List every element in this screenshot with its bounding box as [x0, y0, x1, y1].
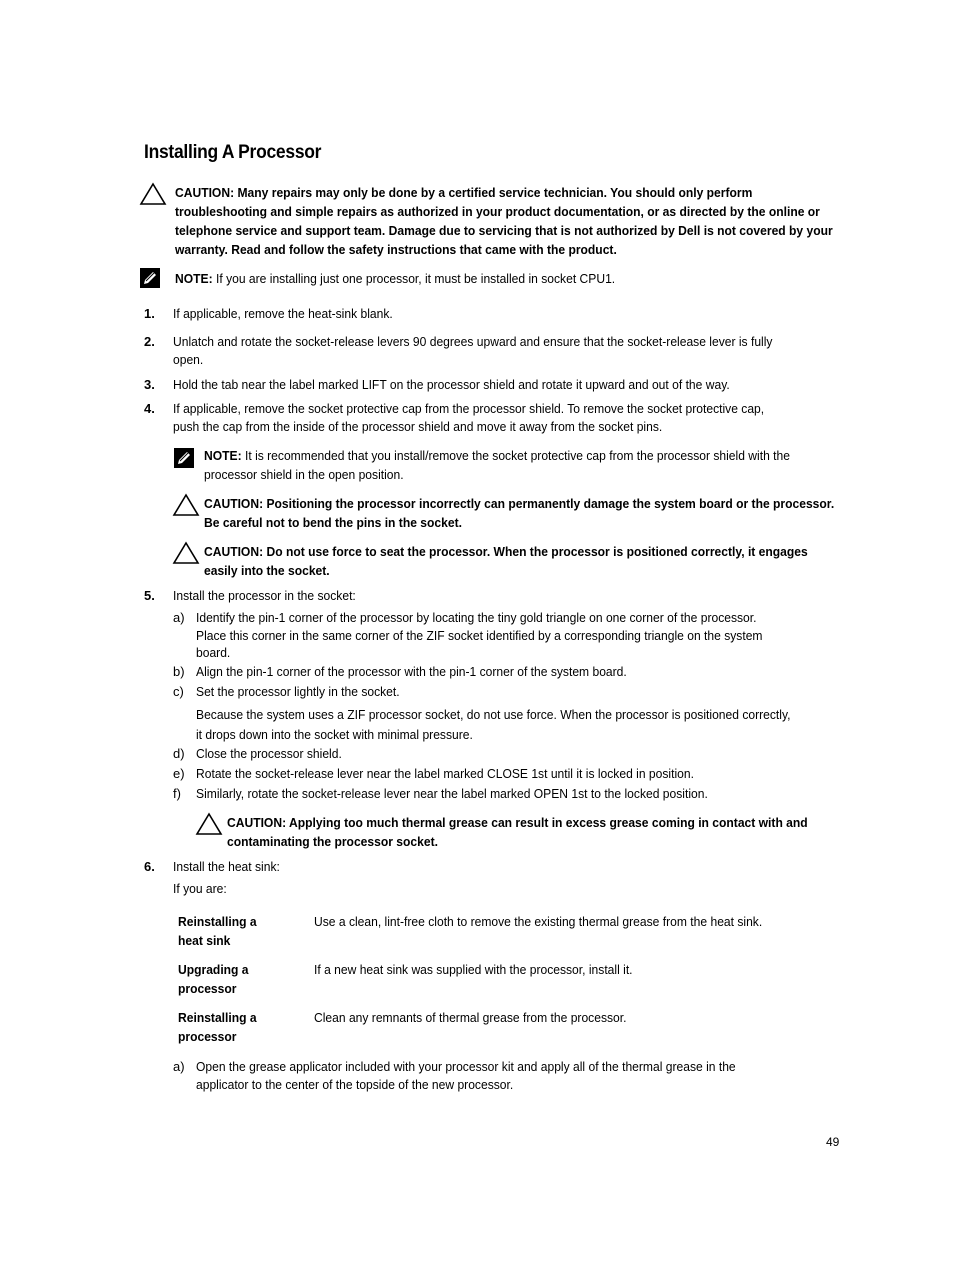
caution-line: Do not use force to seat the processor. When the processor is positioned correctly, it engages — [266, 544, 808, 559]
note-pencil-icon — [174, 448, 194, 468]
page-number: 49 — [826, 1135, 840, 1149]
step-line: If applicable, remove the socket protective cap from the processor shield. To remove the socket protective cap, — [173, 401, 765, 416]
table-label-line: Upgrading a — [178, 962, 249, 977]
caution-label: CAUTION: — [175, 185, 235, 200]
substep-note-line: Because the system uses a ZIF processor socket, do not use force. When the processor is positioned correctly, — [196, 707, 791, 722]
note-label: NOTE: — [204, 448, 242, 463]
substep-note-line: it drops down into the socket with minimal pressure. — [196, 727, 473, 742]
substep-text — [196, 609, 763, 662]
step-number: 6. — [144, 859, 155, 874]
caution-line: warranty. Read and follow the safety instructions that came with the product. — [175, 242, 617, 257]
substep-letter: d) — [173, 746, 185, 761]
step-text — [173, 333, 772, 369]
page-title: Installing A Processor — [144, 142, 322, 163]
caution-line: Applying too much thermal grease can result in excess grease coming in contact with and — [289, 815, 808, 830]
step-text: Install the processor in the socket: — [173, 588, 356, 603]
caution-line: telephone service and support team. Damage due to servicing that is not authorized by Dell is not covered by your — [175, 223, 833, 238]
step-subtext: If you are: — [173, 881, 227, 896]
step-line: Unlatch and rotate the socket-release levers 90 degrees upward and ensure that the socket-release lever is fully — [173, 334, 773, 349]
substep-text: Close the processor shield. — [196, 746, 342, 761]
table-label-line: Reinstalling a — [178, 914, 257, 929]
caution-line: Positioning the processor incorrectly can permanently damage the system board or the processor. — [266, 496, 835, 511]
substep-text: Set the processor lightly in the socket. — [196, 684, 400, 699]
step-text: Hold the tab near the label marked LIFT on the processor shield and rotate it upward and out of the way. — [173, 377, 730, 392]
note-pencil-icon — [140, 268, 160, 288]
substep-note — [196, 705, 790, 745]
table-row-label — [178, 960, 249, 998]
step-number: 4. — [144, 401, 155, 416]
substep-text: Rotate the socket-release lever near the label marked CLOSE 1st until it is locked in position. — [196, 766, 694, 781]
table-label-line: processor — [178, 981, 237, 996]
step-number: 2. — [144, 334, 155, 349]
substep-text: Align the pin-1 corner of the processor with the pin-1 corner of the system board. — [196, 664, 627, 679]
note-main — [175, 269, 615, 288]
table-row-label — [178, 912, 257, 950]
substep-line: Place this corner in the same corner of the ZIF socket identified by a corresponding triangle on the system — [196, 627, 763, 643]
caution-step5f — [227, 813, 808, 851]
step-text: If applicable, remove the heat-sink blank. — [173, 306, 393, 321]
table-row-text: Use a clean, lint-free cloth to remove the existing thermal grease from the heat sink. — [314, 914, 763, 929]
caution-triangle-icon — [172, 541, 200, 565]
note-step4 — [204, 446, 790, 484]
substep-letter: a) — [173, 610, 185, 625]
substep-letter: f) — [173, 786, 181, 801]
substep-text: Similarly, rotate the socket-release lever near the label marked OPEN 1st to the locked position. — [196, 786, 708, 801]
caution-triangle-icon — [172, 493, 200, 517]
caution-step4b — [204, 542, 808, 580]
table-row-text: If a new heat sink was supplied with the processor, install it. — [314, 962, 633, 977]
caution-label: CAUTION: — [204, 496, 264, 511]
substep-letter: c) — [173, 684, 184, 699]
note-text: If you are installing just one processor, it must be installed in socket CPU1. — [215, 271, 616, 286]
note-line: It is recommended that you install/remove the socket protective cap from the processor shield with the — [244, 448, 790, 463]
step-line: open. — [173, 352, 204, 367]
caution-line: Many repairs may only be done by a certified service technician. You should only perform — [237, 185, 753, 200]
table-row-text: Clean any remnants of thermal grease from the processor. — [314, 1010, 627, 1025]
caution-line: easily into the socket. — [204, 563, 330, 578]
table-row-label — [178, 1008, 257, 1046]
step-number: 1. — [144, 306, 155, 321]
step-number: 3. — [144, 377, 155, 392]
substep-text — [196, 1058, 736, 1094]
table-label-line: processor — [178, 1029, 237, 1044]
caution-line: troubleshooting and simple repairs as authorized in your product documentation, or as directed by the online or — [175, 204, 820, 219]
substep-letter: b) — [173, 664, 185, 679]
step-number: 5. — [144, 588, 155, 603]
note-line: processor shield in the open position. — [204, 467, 404, 482]
caution-line: Be careful not to bend the pins in the socket. — [204, 515, 462, 530]
caution-triangle-icon — [139, 182, 167, 206]
table-label-line: heat sink — [178, 933, 231, 948]
step-text — [173, 400, 764, 436]
substep-letter: a) — [173, 1059, 185, 1074]
substep-line: applicator to the center of the topside of the new processor. — [196, 1077, 514, 1092]
caution-label: CAUTION: — [204, 544, 264, 559]
note-label: NOTE: — [175, 271, 213, 286]
caution-triangle-icon — [195, 812, 223, 836]
caution-step4a — [204, 494, 834, 532]
substep-line: board. — [196, 645, 231, 660]
substep-line: Identify the pin-1 corner of the processor by locating the tiny gold triangle on one corner of the processor. — [196, 610, 757, 625]
substep-line: Open the grease applicator included with your processor kit and apply all of the thermal grease in the — [196, 1059, 736, 1074]
caution-label: CAUTION: — [227, 815, 287, 830]
step-text: Install the heat sink: — [173, 859, 280, 874]
substep-letter: e) — [173, 766, 185, 781]
caution-main — [175, 183, 845, 259]
caution-line: contaminating the processor socket. — [227, 834, 438, 849]
step-line: push the cap from the inside of the processor shield and move it away from the socket pins. — [173, 419, 663, 434]
table-label-line: Reinstalling a — [178, 1010, 257, 1025]
